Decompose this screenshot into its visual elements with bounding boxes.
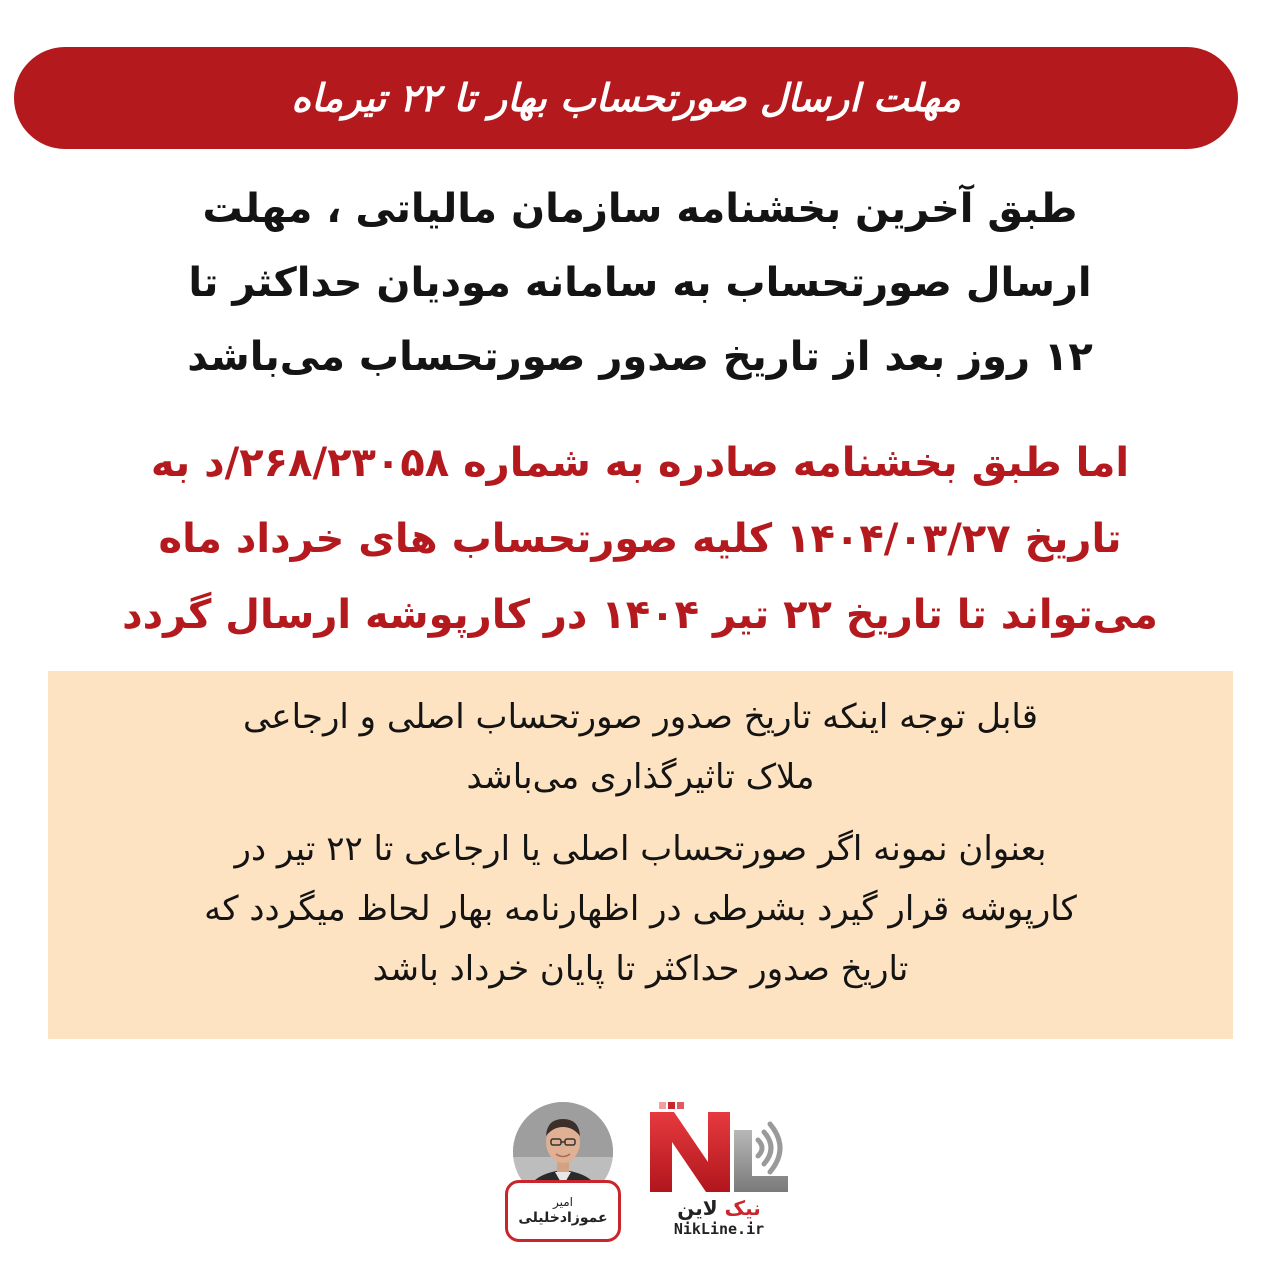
intro-line: طبق آخرین بخشنامه سازمان مالیاتی ، مهلت (202, 186, 1078, 232)
nikline-logo (646, 1100, 792, 1250)
note-line: قابل توجه اینکه تاریخ صدور صورتحساب اصلی و ارجاعی (242, 697, 1039, 737)
logo-name-part1: نیک (724, 1196, 761, 1220)
author-last-name: عموزادخلیلی (518, 1210, 608, 1226)
intro-paragraph (40, 172, 1240, 394)
circular-line: اما طبق بخشنامه صادره به شماره ۲۶۸/۲۳۰۵۸/د به (150, 440, 1130, 486)
note-line: تاریخ صدور حداکثر تا پایان خرداد باشد (372, 949, 909, 989)
logo-domain: NikLine.ir (673, 1220, 765, 1238)
nikline-logo-mark-icon (646, 1100, 792, 1196)
banner-title: مهلت ارسال صورتحساب بهار تا ۲۲ تیرماه (291, 76, 961, 120)
author-first-name: امیر (553, 1195, 574, 1209)
intro-line: ارسال صورتحساب به سامانه مودیان حداکثر تا (188, 260, 1092, 306)
circular-line: تاریخ ۱۴۰۴/۰۳/۲۷ کلیه صورتحساب های خرداد ماه (158, 516, 1122, 562)
logo-persian-name (646, 1196, 792, 1220)
intro-line: ۱۲ روز بعد از تاریخ صدور صورتحساب می‌باشد (187, 334, 1093, 380)
author-name-card (505, 1180, 621, 1242)
note-line: ملاک تاثیرگذاری می‌باشد (466, 757, 815, 797)
circular-line: می‌تواند تا تاریخ ۲۲ تیر ۱۴۰۴ در کارپوشه ارسال گردد (122, 592, 1158, 638)
author-badge (505, 1102, 621, 1242)
note-line: کارپوشه قرار گیرد بشرطی در اظهارنامه بهار لحاظ میگردد که (204, 889, 1077, 929)
note-box (48, 671, 1233, 1039)
circular-paragraph (40, 425, 1240, 653)
note-line: بعنوان نمونه اگر صورتحساب اصلی یا ارجاعی تا ۲۲ تیر در (234, 829, 1047, 869)
logo-name-part2: لاین (677, 1196, 718, 1220)
note-paragraph (48, 687, 1233, 807)
title-banner (14, 47, 1238, 149)
example-paragraph (48, 819, 1233, 999)
